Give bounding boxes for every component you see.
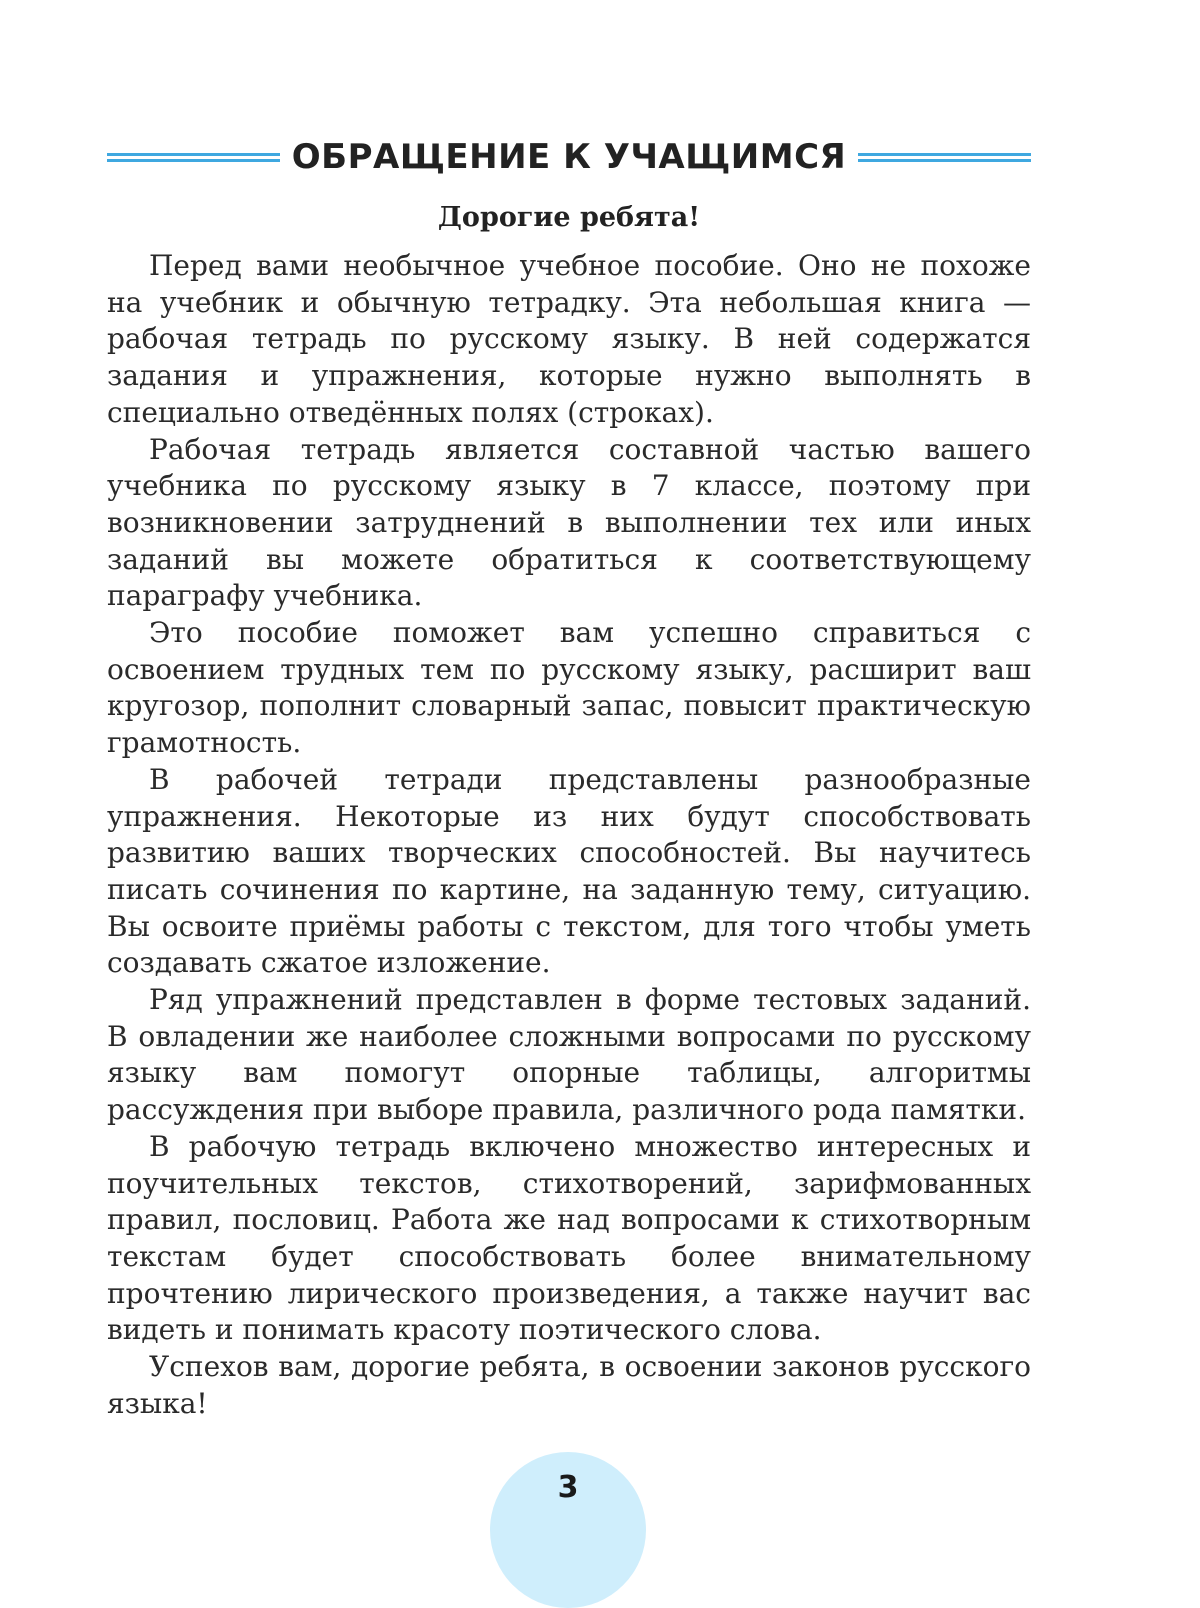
page-number: 3: [557, 1470, 579, 1505]
body-text: [107, 248, 1031, 1423]
paragraph: В рабочей тетради представлены разнообразные упражнения. Некоторые из них будут способствовать развитию ваших творческих способностей. Вы научитесь писать сочинения по картине, на заданную тему, ситуацию. Вы освоите приёмы работы с текстом, для того чтобы уметь создавать сжатое изложение.: [107, 762, 1031, 980]
greeting-heading: Дорогие ребята!: [437, 202, 701, 233]
paragraph: Рабочая тетрадь является составной частью вашего учебника по русскому языку в 7 классе, поэтому при возникновении затруднений в выполнении тех или иных заданий вы можете обратиться к соответствующему параграфу учебника.: [107, 432, 1031, 613]
section-header: [107, 134, 1031, 180]
right-title-rule: [858, 153, 1031, 162]
page-title: ОБРАЩЕНИЕ К УЧАЩИМСЯ: [291, 137, 847, 177]
paragraph: Это пособие поможет вам успешно справиться с освоением трудных тем по русскому языку, расширит ваш кругозор, пополнит словарный запас, повысит практическую грамотность.: [107, 616, 1031, 760]
paragraph: Успехов вам, дорогие ребята, в освоении законов русского языка!: [107, 1350, 1031, 1420]
paragraph: В рабочую тетрадь включено множество интересных и поучительных текстов, стихотворений, зарифмованных правил, пословиц. Работа же над вопросами к стихотворным текстам будет способствовать более внимательному прочтению лирического произведения, а также научит вас видеть и понимать красоту поэтического слова.: [107, 1129, 1031, 1347]
paragraph: Перед вами необычное учебное пособие. Оно не похоже на учебник и обычную тетрадку. Эта небольшая книга — рабочая тетрадь по русскому языку. В ней содержатся задания и упражнения, которые нужно выполнять в специально отведённых полях (строках).: [107, 249, 1031, 429]
paragraph: Ряд упражнений представлен в форме тестовых заданий. В овладении же наиболее сложными вопросами по русскому языку вам помогут опорные таблицы, алгоритмы рассуждения при выборе правила, различного рода памятки.: [107, 983, 1031, 1127]
left-title-rule: [107, 153, 280, 162]
